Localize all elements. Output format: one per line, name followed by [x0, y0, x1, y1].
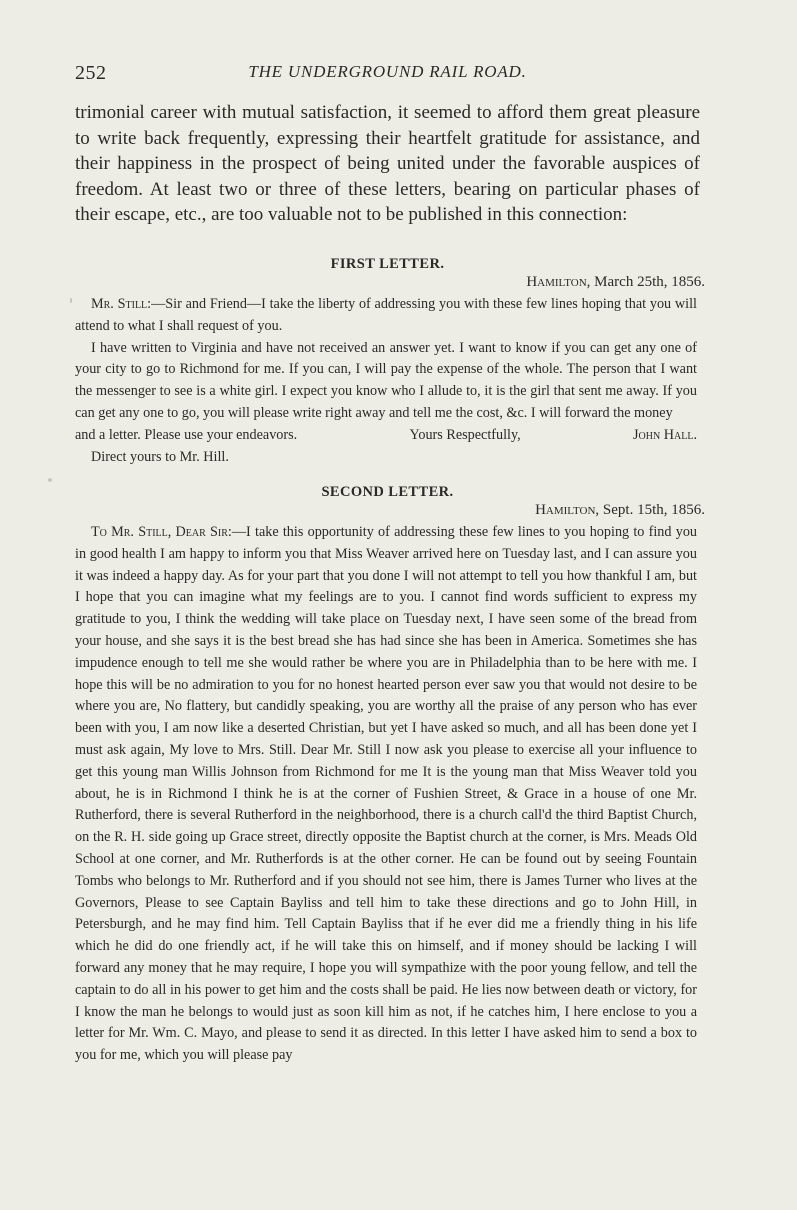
intro-paragraph: trimonial career with mutual satisfaction, it seemed to afford them great pleasure to write back frequently, expressing their heartfelt gratitude for assistance, and their happiness in the prospect of being united under the favorable auspices of freedom. At least two or three of these letters, bearing on particular phases of their escape, etc., are too valuable not to be published in this connection: — [75, 102, 700, 225]
second-letter-title: SECOND LETTER. — [321, 484, 454, 500]
page-header — [75, 62, 700, 88]
second-letter-body — [75, 522, 697, 1067]
first-letter-signature: John Hall. — [633, 426, 697, 443]
page-number: 252 — [75, 62, 107, 84]
first-letter-date: March 25th, 1856. — [594, 274, 705, 290]
second-letter-date: Sept. 15th, 1856. — [602, 502, 705, 518]
running-title: THE UNDERGROUND RAIL ROAD. — [248, 62, 527, 81]
ink-speck — [48, 478, 52, 482]
first-letter-paragraph: I have written to Virginia and have not received an answer yet. I want to know if you can get any one of your city to go to Richmond for me. If you can, I will pay the expense of the whole. The person that I want the messenger to see is a white girl. I expect you know who I allude to, it is the girl that sent me away. If you can get any one to go, you will please write right away and tell me the cost, &c. I will forward the money — [75, 339, 697, 421]
first-letter-body — [75, 294, 697, 468]
second-letter-dateline — [535, 502, 705, 519]
second-letter-salutation: To Mr. Still, Dear Sir — [91, 524, 228, 540]
second-letter-text: :—I take this opportunity of addressing these few lines to you hoping to find you in good health I am happy to inform you that Miss Weaver arrived here on Tuesday last, and I can assure you it was indeed a happy day. As for your part that you done I will not attempt to tell you how thankful I am, but I hope that you can imagine what my feelings are to you. I cannot find words sufficient to express my gratitude to you, I think the wedding will take place on Tuesday next, I have seen some of the bread from your house, and she says it is the best bread she has had since she has been in America. Sometimes she has impudence enough to tell me she would rather be where you are in Philadelphia than to be here with me. I hope this will be no admiration to you for no honest hearted person ever saw you that would not desire to be where you are, No flattery, but candidly speaking, you are worthy all the praise of any person who has ever been with you, I am now like a deserted Christian, but yet I have asked so much, and all has been done yet I must ask again, My love to Mrs. Still. Dear Mr. Still I now ask you please to exercise all your influence to get this young man Willis Johnson from Richmond for me It is the young man that Miss Weaver told you about, he is in Richmond I think he is at the corner of Fushien Street, & Grace in a house of one Mr. Rutherford, there is several Rutherford in the neighborhood, there is a church call'd the third Baptist Church, on the R. H. side going up Grace street, directly opposite the Baptist church at the corner, is Mrs. Meads Old School at one corner, and Mr. Rutherfords is at the other corner. He can be found out by seeing Fountain Tombs who belongs to Mr. Rutherford and if you should not see him, there is James Turner who lives at the Governors, Please to see Captain Bayliss and tell him to take these directions and go to John Hill, in Petersburgh, and he may find him. Tell Captain Bayliss that if he ever did me a friendly thing in his life which he did do one friendly act, if he will take this on himself, and if money should be lacking I will forward any money that he may require, I hope you will sympathize with the poor young fellow, and tell the captain to do all in his power to get him and the costs shall be paid. He lies now between death or victory, for I know the man he belongs to would just as soon kill him as not, if he catches him, I here enclose to you a letter for Mr. Wm. C. Mayo, and please to send it as directed. In this letter I have asked him to send a box to you for me, which you will please pay — [75, 524, 698, 1064]
second-letter-paragraph — [75, 522, 697, 1067]
first-letter-place: Hamilton, — [526, 274, 591, 290]
first-letter-dateline — [526, 274, 705, 291]
first-letter-closing: Yours Respectfully, — [409, 426, 521, 443]
first-letter-title: FIRST LETTER. — [330, 256, 445, 272]
first-letter-opening — [75, 294, 697, 338]
first-letter-salutation: Mr. Still — [91, 296, 148, 312]
first-letter-closing-start: and a letter. Please use your endeavors. — [75, 426, 298, 443]
first-letter-opening-text: :—Sir and Friend—I take the liberty of addressing you with these few lines hoping that you will attend to what I shall request of you. — [75, 296, 697, 334]
second-letter-place: Hamilton, — [535, 502, 600, 518]
ink-speck — [70, 298, 72, 303]
first-letter-closing-row — [75, 425, 697, 447]
first-letter-postscript: Direct yours to Mr. Hill. — [91, 448, 229, 465]
